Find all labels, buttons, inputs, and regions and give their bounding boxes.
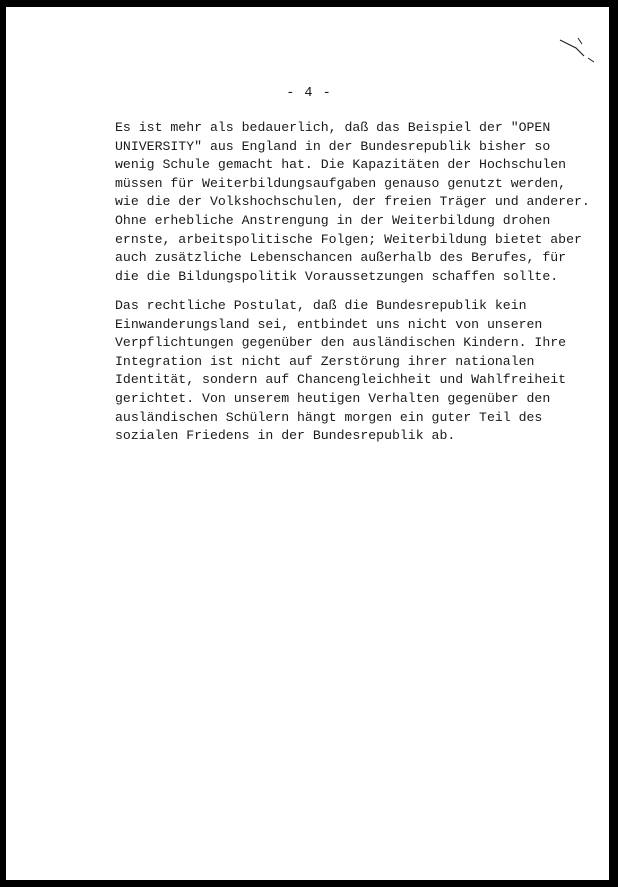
paragraph-integration	[115, 297, 585, 446]
text-line: ernste, arbeitspolitische Folgen; Weiterbildung bietet aber	[115, 231, 582, 247]
text-line: müssen für Weiterbildungsaufgaben genauso genutzt werden,	[115, 175, 567, 191]
text-line: wie die der Volkshochschulen, der freien Träger und anderer.	[115, 194, 590, 210]
text-line: Es ist mehr als bedauerlich, daß das Beispiel der "OPEN	[115, 120, 551, 135]
text-line: wenig Schule gemacht hat. Die Kapazitäten der Hochschulen	[115, 157, 567, 173]
text-line: gerichtet. Von unserem heutigen Verhalten gegenüber den	[115, 390, 551, 406]
text-line: die die Bildungspolitik Voraussetzungen schaffen sollte.	[115, 268, 559, 284]
text-line: Einwanderungsland sei, entbindet uns nicht von unseren	[115, 316, 543, 332]
text-line: auch zusätzliche Lebenschancen außerhalb des Berufes, für	[115, 250, 567, 266]
paragraph-open-university	[115, 119, 590, 286]
pen-mark-icon	[558, 34, 598, 64]
page-number: - 4 -	[286, 86, 332, 101]
text-line: ausländischen Schülern hängt morgen ein guter Teil des	[115, 409, 543, 425]
text-line: Ohne erhebliche Anstrengung in der Weiterbildung drohen	[115, 212, 551, 228]
text-line: UNIVERSITY" aus England in der Bundesrepublik bisher so	[115, 138, 551, 154]
text-line: Integration ist nicht auf Zerstörung ihrer nationalen	[115, 353, 535, 369]
scan-border	[609, 0, 618, 887]
text-line: sozialen Friedens in der Bundesrepublik ab.	[115, 428, 456, 444]
text-line: Identität, sondern auf Chancengleichheit und Wahlfreiheit	[115, 372, 567, 388]
text-line: Das rechtliche Postulat, daß die Bundesrepublik kein	[115, 298, 527, 313]
text-line: Verpflichtungen gegenüber den ausländischen Kindern. Ihre	[115, 335, 567, 351]
